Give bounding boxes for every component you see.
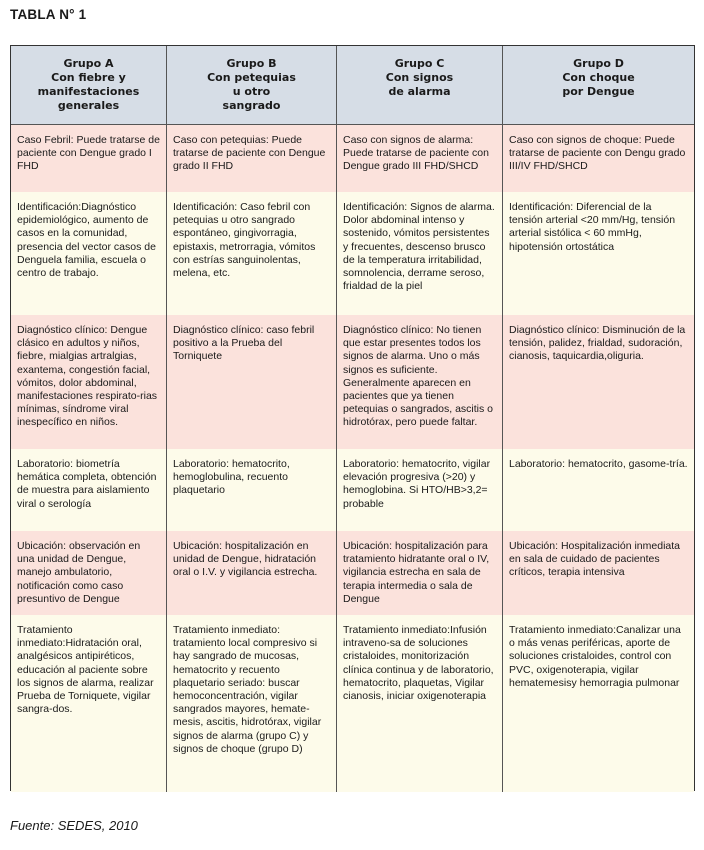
header-line: Con choque: [562, 71, 635, 84]
cell-ubicacion-grupo-d: Ubicación: Hospitalización inmediata en sala de cuidado de pacientes críticos, terapia intensiva: [503, 531, 694, 615]
header-line: sangrado: [222, 99, 281, 112]
cell-laboratorio-grupo-d: Laboratorio: hematocrito, gasome-tría.: [503, 449, 694, 531]
cell-ubicacion-grupo-b: Ubicación: hospitalización en unidad de Dengue, hidratación oral o I.V. y vigilancia estrecha.: [167, 531, 337, 615]
cell-ubicacion-grupo-c: Ubicación: hospitalización para tratamiento hidratante oral o IV, vigilancia estrecha en sala de terapia intermedia o sala de Dengue: [337, 531, 503, 615]
cell-identificacion-grupo-d: Identificación: Diferencial de la tensión arterial <20 mm/Hg, tensión arterial sistólica < 60 mmHg, hipotensión ortostática: [503, 192, 694, 315]
header-line: Con petequias: [207, 71, 296, 84]
cell-caso-grupo-b: Caso con petequias: Puede tratarse de paciente con Dengue grado II FHD: [167, 125, 337, 192]
header-line: Con fiebre y: [51, 71, 126, 84]
cell-ubicacion-grupo-a: Ubicación: observación en una unidad de Dengue, manejo ambulatorio, notificación como caso presuntivo de Dengue: [11, 531, 167, 615]
cell-diagnostico-grupo-d: Diagnóstico clínico: Disminución de la tensión, palidez, frialdad, sudoración, cianosis, taquicardia,oliguria.: [503, 315, 694, 449]
source-caption: Fuente: SEDES, 2010: [10, 818, 138, 833]
cell-caso-grupo-c: Caso con signos de alarma: Puede tratarse de paciente con Dengue grado III FHD/SHCD: [337, 125, 503, 192]
cell-identificacion-grupo-c: Identificación: Signos de alarma. Dolor abdominal intenso y sostenido, vómitos persistentes y frecuentes, descenso brusco de la temperatura irritabilidad, somnolencia, derrame seroso, frialdad de la piel: [337, 192, 503, 315]
header-grupo-c: [337, 46, 503, 125]
header-line: generales: [57, 99, 120, 112]
cell-laboratorio-grupo-a: Laboratorio: biometría hemática completa, obtención de muestra para aislamiento viral o serología: [11, 449, 167, 531]
dengue-groups-table: [10, 45, 695, 791]
cell-caso-grupo-a: Caso Febril: Puede tratarse de paciente con Dengue grado I FHD: [11, 125, 167, 192]
header-line: por Dengue: [562, 85, 635, 98]
header-grupo-b: [167, 46, 337, 125]
header-line: manifestaciones: [37, 85, 140, 98]
cell-diagnostico-grupo-b: Diagnóstico clínico: caso febril positivo a la Prueba del Torniquete: [167, 315, 337, 449]
cell-identificacion-grupo-a: Identificación:Diagnóstico epidemiológico, aumento de casos en la comunidad, presencia del vector casos de Denguela familia, escuela o centro de trabajo.: [11, 192, 167, 315]
cell-tratamiento-grupo-b: Tratamiento inmediato: tratamiento local compresivo si hay sangrado de mucosas, hematocrito y recuento plaquetario seriado: buscar hemoconcentración, vigilar sangrados mayores, hemate-mesis, ascitis, hidrotórax, vigilar signos de alarma (grupo C) y signos de choque (grupo D): [167, 615, 337, 792]
cell-identificacion-grupo-b: Identificación: Caso febril con petequias u otro sangrado espontáneo, gingivorragia, epistaxis, metrorragia, vómitos con estrías sanguinolentas, melena, etc.: [167, 192, 337, 315]
header-line: Grupo C: [394, 57, 445, 70]
header-line: Con signos: [385, 71, 454, 84]
header-line: de alarma: [388, 85, 451, 98]
cell-diagnostico-grupo-a: Diagnóstico clínico: Dengue clásico en adultos y niños, fiebre, mialgias artralgias, exantema, congestión facial, vómitos, dolor abdominal, manifestaciones respirato-rias mínimas, síndrome viral inespecífico en niños.: [11, 315, 167, 449]
header-line: Grupo B: [226, 57, 277, 70]
cell-laboratorio-grupo-c: Laboratorio: hematocrito, vigilar elevación progresiva (>20) y hemoglobina. Si HTO/HB>3,2= probable: [337, 449, 503, 531]
cell-tratamiento-grupo-c: Tratamiento inmediato:Infusión intraveno-sa de soluciones cristaloides, monitorización clínica continua y de laboratorio, hematocrito, plaquetas, Vigilar cianosis, iniciar oxigenoterapia: [337, 615, 503, 792]
cell-tratamiento-grupo-a: Tratamiento inmediato:Hidratación oral, analgésicos antipiréticos, educación al paciente sobre los signos de alarma, realizar Prueba de Torniquete, vigilar sangra-dos.: [11, 615, 167, 792]
header-line: u otro: [232, 85, 271, 98]
header-grupo-a: [11, 46, 167, 125]
cell-laboratorio-grupo-b: Laboratorio: hematocrito, hemoglobulina, recuento plaquetario: [167, 449, 337, 531]
table-title: TABLA N° 1: [10, 7, 87, 22]
header-grupo-d: [503, 46, 694, 125]
cell-diagnostico-grupo-c: Diagnóstico clínico: No tienen que estar presentes todos los signos de alarma. Uno o más signos es suficiente. Generalmente aparecen en pacientes que ya tienen petequias o sangrados, ascitis o hidrotórax, pero puede faltar.: [337, 315, 503, 449]
header-line: Grupo A: [63, 57, 114, 70]
cell-caso-grupo-d: Caso con signos de choque: Puede tratarse de paciente con Dengu grado III/IV FHD/SHCD: [503, 125, 694, 192]
header-line: Grupo D: [573, 57, 624, 70]
cell-tratamiento-grupo-d: Tratamiento inmediato:Canalizar una o más venas periféricas, aporte de soluciones cristaloides, control con PVC, oxigenoterapia, vigilar hematemesisy hemorragia pulmonar: [503, 615, 694, 792]
